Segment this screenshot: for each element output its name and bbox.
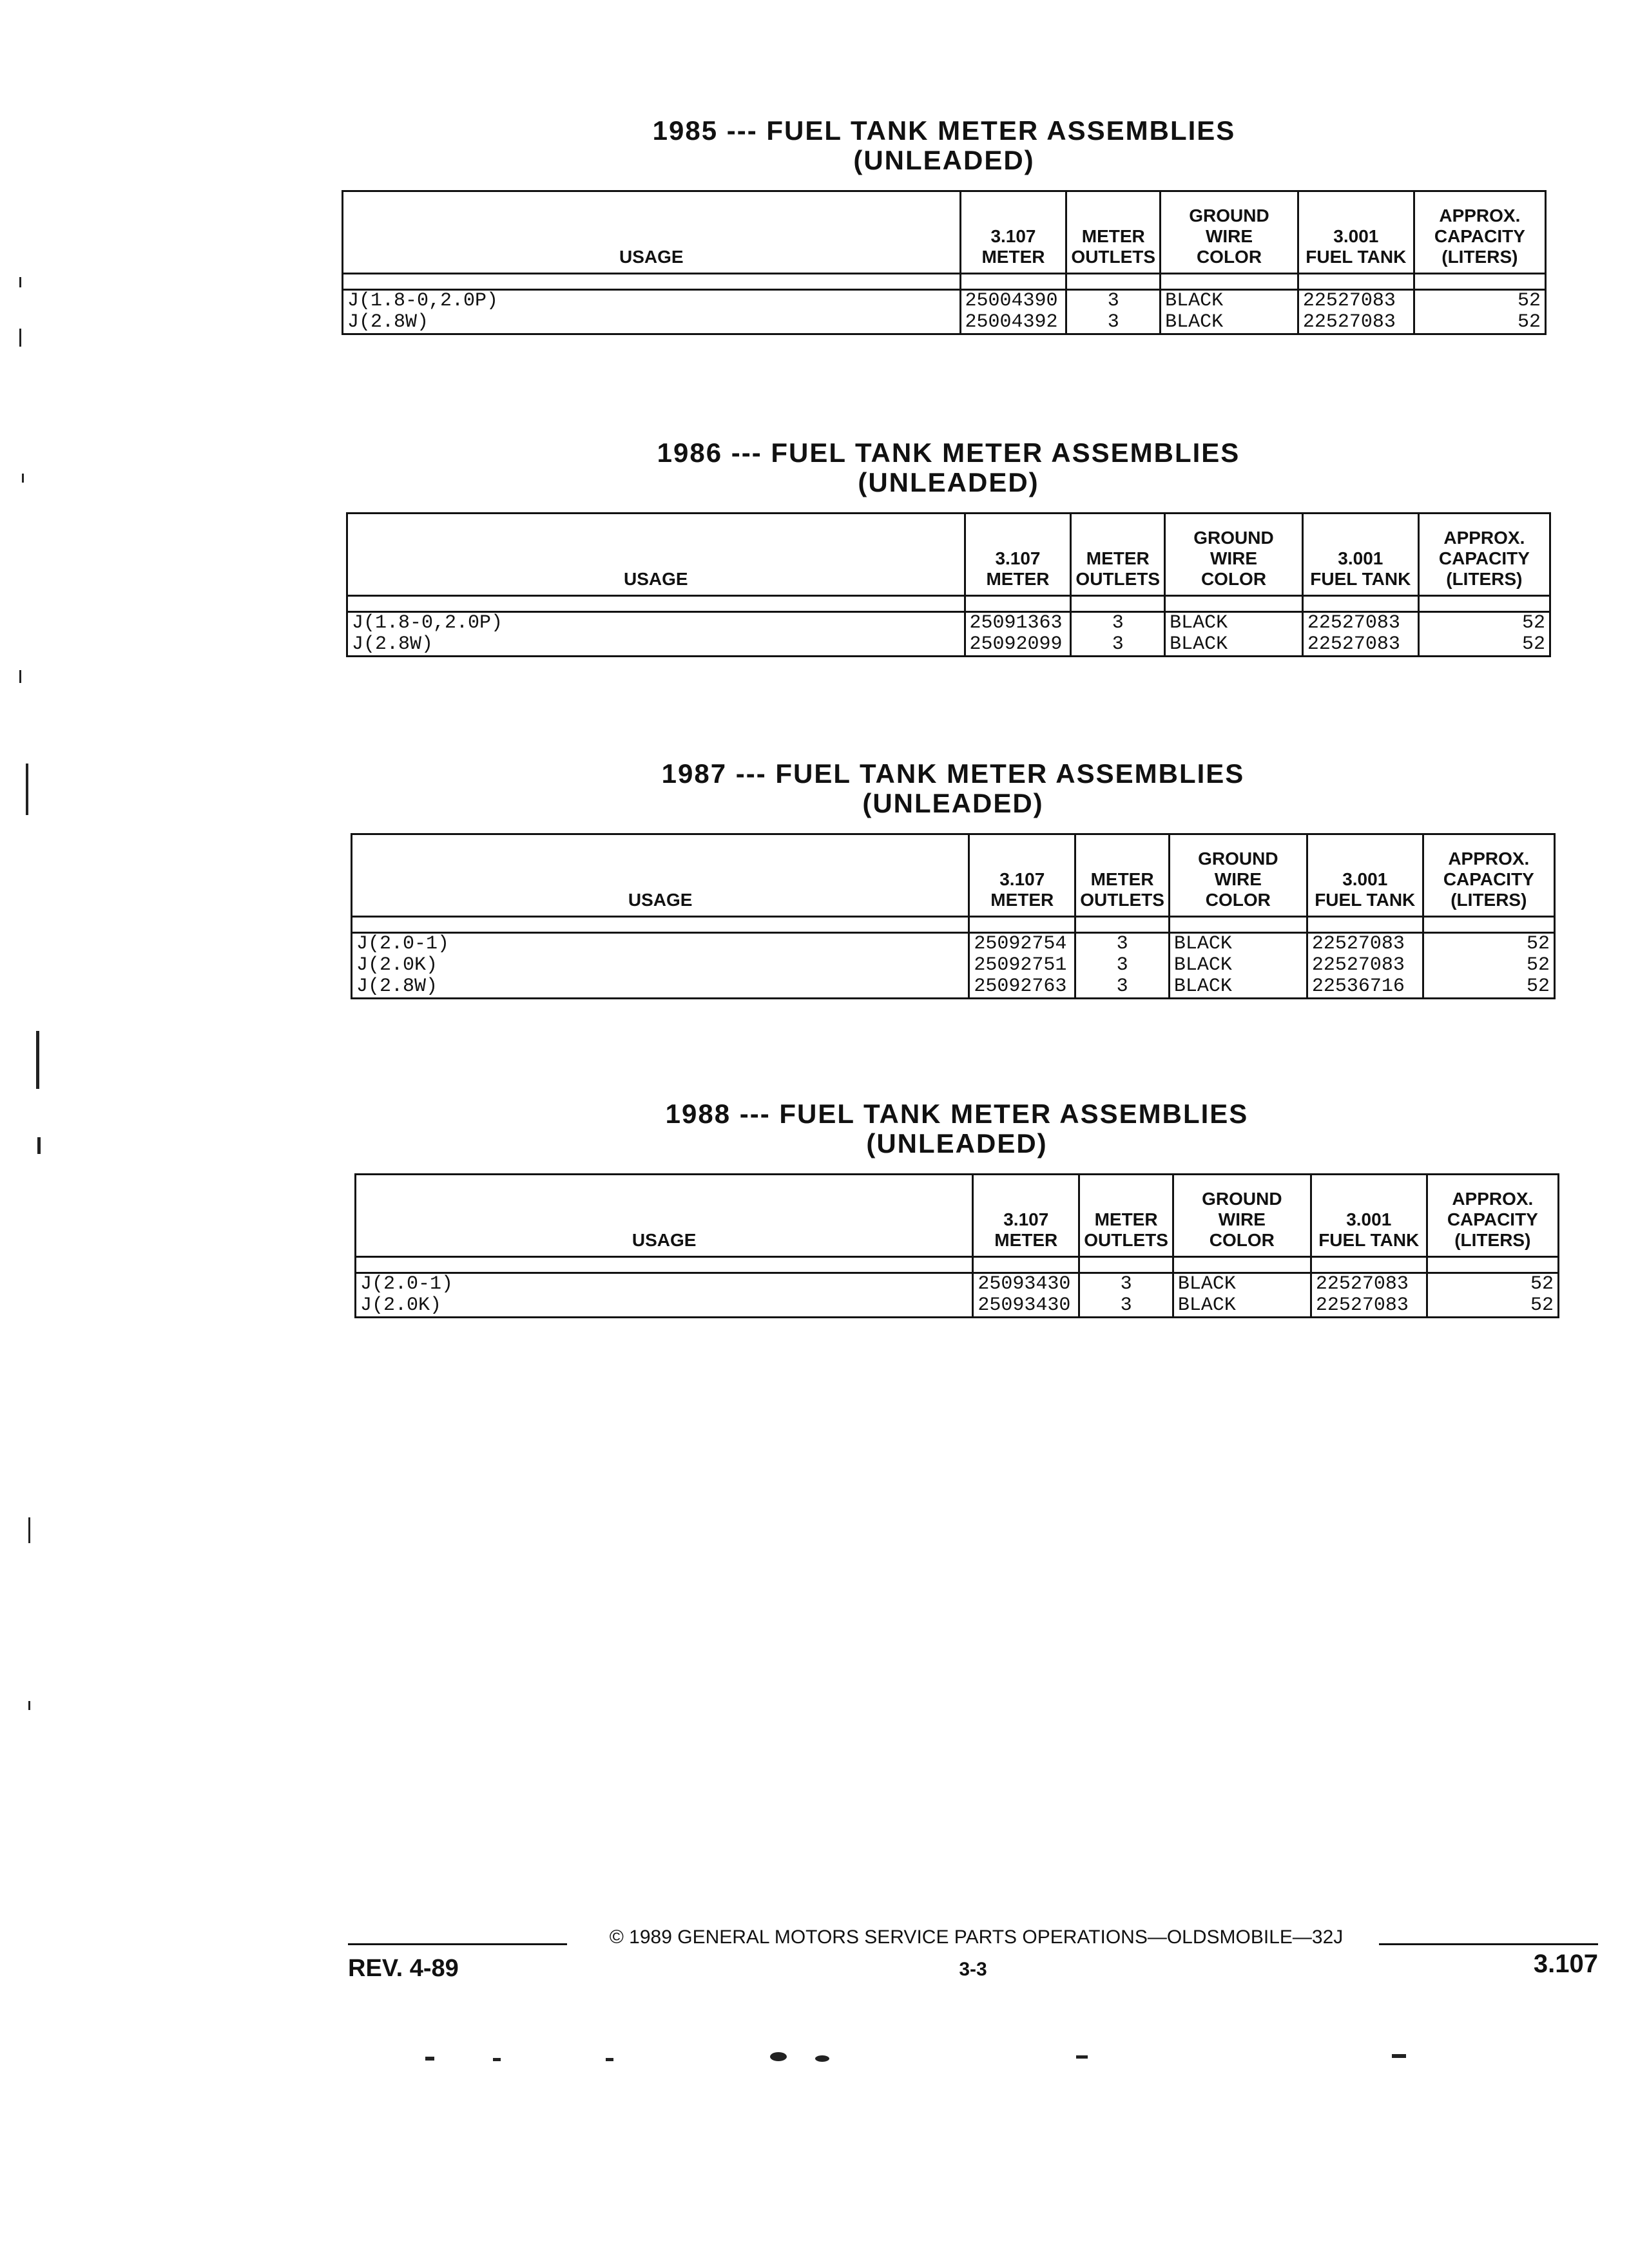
header-row <box>356 1175 1559 1257</box>
meter-cell: 25092754 25092751 25092763 <box>969 933 1075 999</box>
meter-header: 3.107 METER <box>969 834 1075 917</box>
ground-wire-header: GROUND WIRE COLOR <box>1173 1175 1311 1257</box>
section-1987 <box>351 759 1556 1055</box>
header-row <box>347 514 1550 596</box>
usage-cell: J(2.0-1) J(2.0K) J(2.8W) <box>352 933 969 999</box>
scan-mark <box>28 1517 30 1543</box>
section-1985 <box>342 116 1547 387</box>
parts-table <box>351 833 1556 999</box>
footer-rule <box>348 1943 567 1945</box>
usage-cell: J(1.8-0,2.0P) J(2.8W) <box>343 290 961 334</box>
outlets-cell: 3 3 <box>1079 1273 1173 1318</box>
usage-header: USAGE <box>356 1175 973 1257</box>
tank-cell: 22527083 22527083 22536716 <box>1307 933 1423 999</box>
outlets-header: METER OUTLETS <box>1079 1175 1173 1257</box>
section-title <box>351 759 1556 818</box>
scan-mark <box>36 1031 39 1089</box>
usage-cell: J(2.0-1) J(2.0K) <box>356 1273 973 1318</box>
outlets-header: METER OUTLETS <box>1071 514 1165 596</box>
section-title <box>342 116 1547 175</box>
color-cell: BLACK BLACK <box>1173 1273 1311 1318</box>
scan-mark <box>37 1137 41 1154</box>
copyright-text: © 1989 GENERAL MOTORS SERVICE PARTS OPERATIONS—OLDSMOBILE—32J <box>609 1927 1344 1948</box>
usage-cell: J(1.8-0,2.0P) J(2.8W) <box>347 612 965 657</box>
meter-cell: 25004390 25004392 <box>960 290 1066 334</box>
fuel-tank-header: 3.001 FUEL TANK <box>1302 514 1418 596</box>
ground-wire-header: GROUND WIRE COLOR <box>1161 191 1298 274</box>
section-title <box>354 1099 1559 1158</box>
meter-cell: 25093430 25093430 <box>973 1273 1079 1318</box>
capacity-cell: 52 52 <box>1418 612 1550 657</box>
scan-mark <box>425 2057 434 2061</box>
tank-cell: 22527083 22527083 <box>1311 1273 1427 1318</box>
page-footer <box>348 1927 1598 1991</box>
usage-header: USAGE <box>352 834 969 917</box>
scan-mark <box>1076 2055 1088 2059</box>
title-line: 1985 --- FUEL TANK METER ASSEMBLIES <box>652 115 1236 146</box>
section-1986 <box>346 438 1551 709</box>
section-1988 <box>354 1099 1559 1376</box>
table-row <box>343 290 1546 334</box>
meter-header: 3.107 METER <box>973 1175 1079 1257</box>
capacity-header: APPROX. CAPACITY (LITERS) <box>1423 834 1554 917</box>
outlets-cell: 3 3 <box>1071 612 1165 657</box>
capacity-cell: 52 52 52 <box>1423 933 1554 999</box>
scan-mark <box>770 2052 787 2061</box>
capacity-cell: 52 52 <box>1427 1273 1558 1318</box>
meter-header: 3.107 METER <box>960 191 1066 274</box>
footer-rule <box>1379 1943 1598 1945</box>
scan-mark <box>815 2055 829 2062</box>
page-number: 3-3 <box>959 1959 987 1980</box>
parts-table <box>354 1173 1559 1318</box>
scan-mark <box>493 2058 501 2061</box>
ground-wire-header: GROUND WIRE COLOR <box>1169 834 1307 917</box>
subtitle-line: (UNLEADED) <box>853 145 1035 175</box>
scan-mark <box>22 474 24 483</box>
parts-table <box>346 512 1551 657</box>
section-title <box>346 438 1551 497</box>
scan-mark <box>19 277 21 287</box>
color-cell: BLACK BLACK <box>1161 290 1298 334</box>
scan-mark <box>1392 2054 1406 2058</box>
outlets-header: METER OUTLETS <box>1075 834 1170 917</box>
spacer-row <box>356 1257 1559 1273</box>
capacity-cell: 52 52 <box>1414 290 1545 334</box>
table-row <box>352 933 1555 999</box>
tank-cell: 22527083 22527083 <box>1298 290 1414 334</box>
tank-cell: 22527083 22527083 <box>1302 612 1418 657</box>
meter-cell: 25091363 25092099 <box>965 612 1071 657</box>
scan-mark <box>606 2058 613 2061</box>
subtitle-line: (UNLEADED) <box>862 788 1044 818</box>
usage-header: USAGE <box>347 514 965 596</box>
section-number: 3.107 <box>1533 1950 1598 1978</box>
spacer-row <box>343 274 1546 290</box>
meter-header: 3.107 METER <box>965 514 1071 596</box>
table-row <box>347 612 1550 657</box>
title-line: 1988 --- FUEL TANK METER ASSEMBLIES <box>665 1099 1249 1129</box>
fuel-tank-header: 3.001 FUEL TANK <box>1307 834 1423 917</box>
capacity-header: APPROX. CAPACITY (LITERS) <box>1427 1175 1558 1257</box>
color-cell: BLACK BLACK BLACK <box>1169 933 1307 999</box>
table-row <box>356 1273 1559 1318</box>
outlets-cell: 3 3 <box>1066 290 1161 334</box>
subtitle-line: (UNLEADED) <box>858 467 1039 497</box>
header-row <box>343 191 1546 274</box>
usage-header: USAGE <box>343 191 961 274</box>
capacity-header: APPROX. CAPACITY (LITERS) <box>1418 514 1550 596</box>
title-line: 1986 --- FUEL TANK METER ASSEMBLIES <box>657 437 1240 468</box>
title-line: 1987 --- FUEL TANK METER ASSEMBLIES <box>661 758 1245 789</box>
parts-table <box>342 190 1547 335</box>
revision-label: REV. 4-89 <box>348 1955 459 1982</box>
scan-mark <box>26 764 28 815</box>
header-row <box>352 834 1555 917</box>
scan-mark <box>28 1701 30 1710</box>
subtitle-line: (UNLEADED) <box>866 1128 1048 1158</box>
color-cell: BLACK BLACK <box>1165 612 1303 657</box>
outlets-cell: 3 3 3 <box>1075 933 1170 999</box>
outlets-header: METER OUTLETS <box>1066 191 1161 274</box>
scan-mark <box>19 329 21 347</box>
spacer-row <box>352 917 1555 933</box>
fuel-tank-header: 3.001 FUEL TANK <box>1311 1175 1427 1257</box>
scan-mark <box>19 670 21 683</box>
ground-wire-header: GROUND WIRE COLOR <box>1165 514 1303 596</box>
fuel-tank-header: 3.001 FUEL TANK <box>1298 191 1414 274</box>
capacity-header: APPROX. CAPACITY (LITERS) <box>1414 191 1545 274</box>
spacer-row <box>347 596 1550 612</box>
